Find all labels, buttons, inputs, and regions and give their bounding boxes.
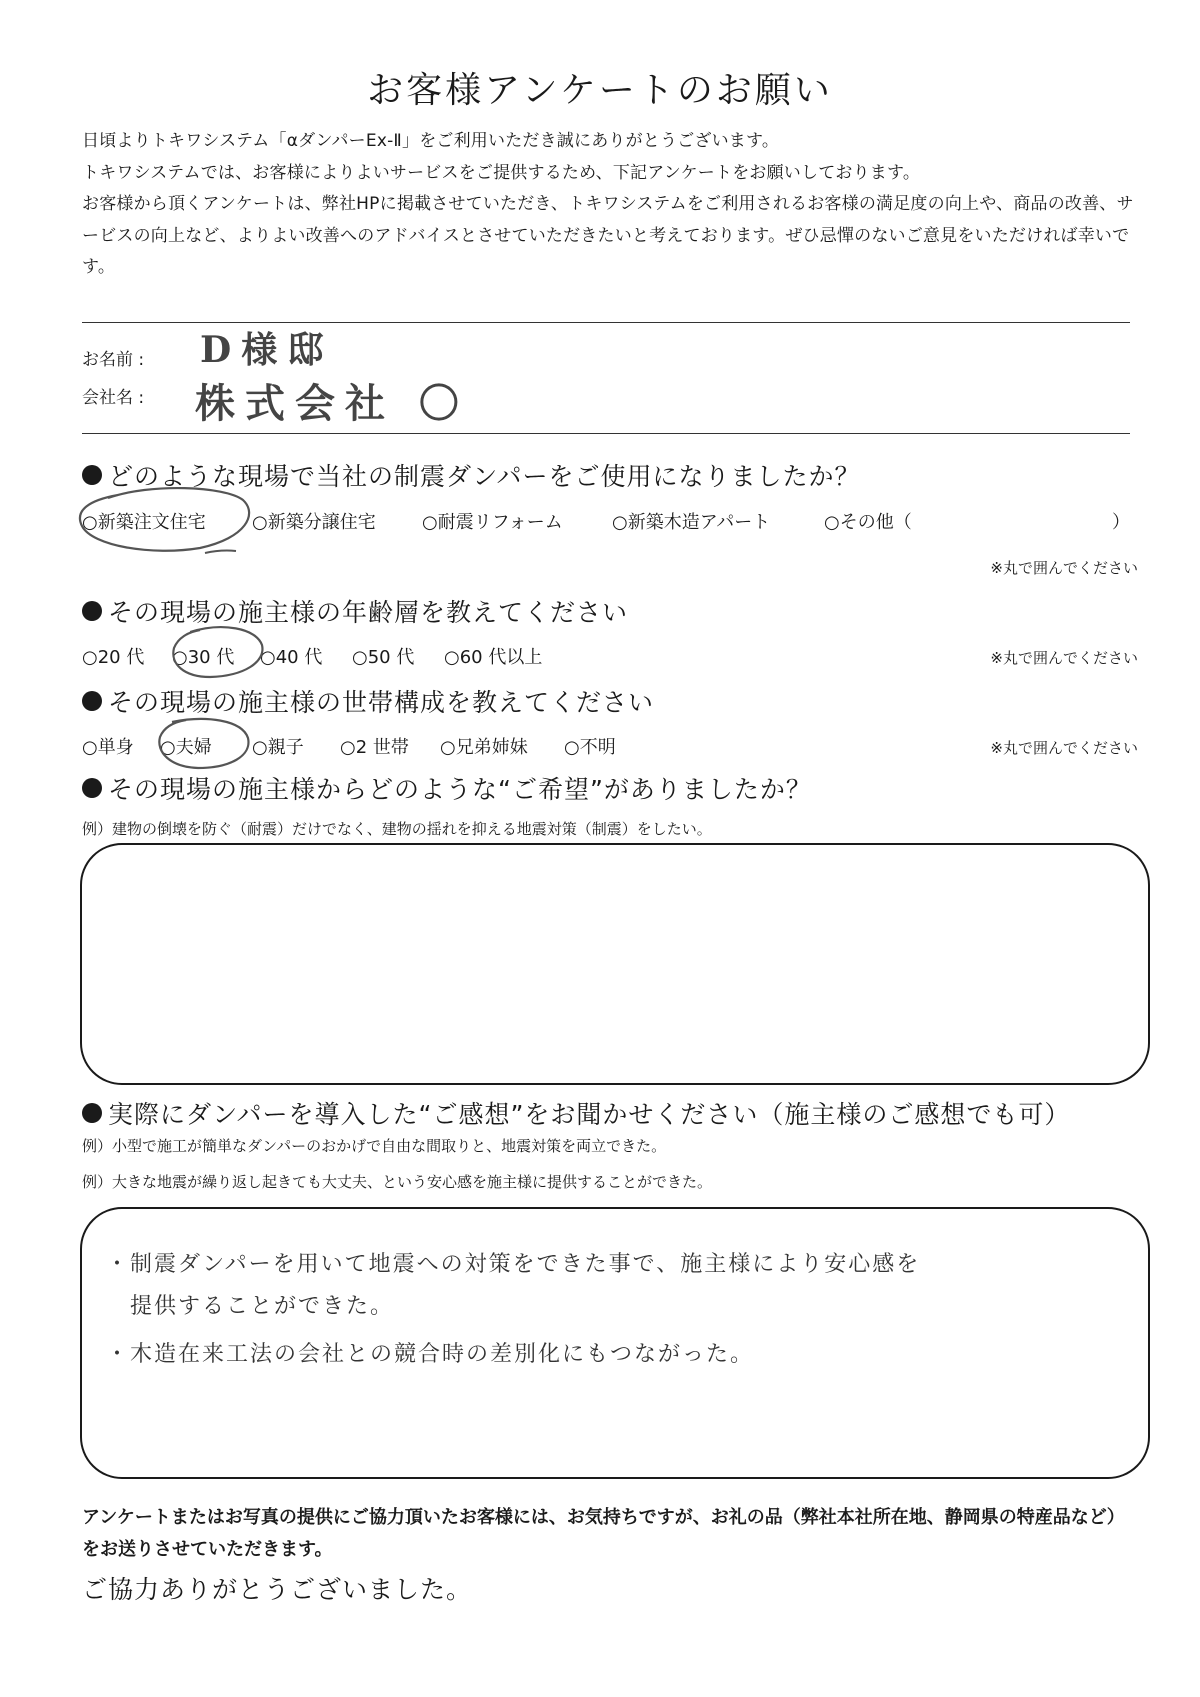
option-new-built-for-sale[interactable]: ○新築分譲住宅 — [252, 512, 376, 533]
question-2-options — [82, 643, 782, 673]
question-2-heading: その現場の施主様の年齢層を教えてください — [82, 593, 628, 629]
question-1-heading: どのような現場で当社の制震ダンパーをご使用になりましたか？ — [82, 457, 861, 493]
question-4-heading: その現場の施主様からどのような“ご希望”がありましたか？ — [82, 770, 812, 806]
impression-answer-box[interactable] — [80, 1207, 1150, 1479]
option-20s[interactable]: ○20 代 — [82, 647, 145, 668]
footer-text: アンケートまたはお写真の提供にご協力頂いたお客様には、お気持ちですが、お礼の品（弊社本社所在地、静岡県の特産品など）をお送りさせていただきます。 — [82, 1507, 1125, 1560]
instruction-note: ※丸で囲んでください — [990, 739, 1138, 757]
question-5-example: 例）小型で施工が簡単なダンパーのおかげで自由な間取りと、地震対策を両立できた。 — [82, 1137, 667, 1155]
intro-line: 日頃よりトキワシステム「αダンパーEx-Ⅱ」をご利用いただき誠にありがとうございます。 — [82, 131, 780, 151]
bullet-icon — [82, 778, 102, 798]
question-4-example: 例）建物の倒壊を防ぐ（耐震）だけでなく、建物の揺れを抑える地震対策（制震）をしたい。 — [82, 820, 712, 838]
company-value[interactable]: 株式会社 〇 — [195, 380, 469, 427]
instruction-note: ※丸で囲んでください — [990, 559, 1138, 577]
option-unknown[interactable]: ○不明 — [564, 737, 616, 758]
option-siblings[interactable]: ○兄弟姉妹 — [440, 737, 528, 758]
option-60s-plus[interactable]: ○60 代以上 — [444, 647, 543, 668]
bullet-icon — [82, 691, 102, 711]
thanks-text: ご協力ありがとうございました。 — [82, 1575, 473, 1604]
question-3-options — [82, 733, 782, 763]
option-other-close: ） — [1112, 512, 1130, 533]
impression-answer-line: ・木造在来工法の会社との競合時の差別化にもつながった。 — [106, 1342, 755, 1367]
hope-answer-box[interactable] — [80, 843, 1150, 1085]
option-two-generation[interactable]: ○2 世帯 — [340, 737, 409, 758]
option-single[interactable]: ○単身 — [82, 737, 134, 758]
intro-line: お客様から頂くアンケートは、弊社HPに掲載させていただき、トキワシステムをご利用されるお客様の満足度の向上や、商品の改善、サービスの向上など、よりよい改善へのアドバイスとさせていただきたいと考えております。ぜひ忌憚のないご意見をいただければ幸いです。 — [82, 194, 1134, 277]
selection-circle — [205, 551, 236, 553]
option-couple[interactable]: ○夫婦 — [160, 737, 212, 758]
intro-text — [82, 126, 1142, 284]
name-value[interactable]: D様邸 — [200, 329, 334, 371]
option-new-custom-home[interactable]: ○新築注文住宅 — [82, 512, 206, 533]
bullet-icon — [82, 601, 102, 621]
company-label: 会社名 : — [82, 388, 145, 408]
option-40s[interactable]: ○40 代 — [260, 647, 323, 668]
question-5-example: 例）大きな地震が繰り返し起きても大丈夫、という安心感を施主様に提供することができた。 — [82, 1173, 713, 1191]
intro-line: トキワシステムでは、お客様によりよいサービスをご提供するため、下記アンケートをお願いしております。 — [82, 162, 921, 183]
question-1-options — [82, 508, 1142, 538]
impression-answer-line: 提供することができた。 — [106, 1294, 395, 1319]
divider — [82, 433, 1130, 434]
instruction-note: ※丸で囲んでください — [990, 649, 1138, 667]
option-other[interactable]: ○その他（ — [824, 512, 912, 533]
option-parent-child[interactable]: ○親子 — [252, 737, 304, 758]
option-seismic-renovation[interactable]: ○耐震リフォーム — [422, 512, 563, 533]
option-30s[interactable]: ○30 代 — [172, 647, 235, 668]
bullet-icon — [82, 1103, 102, 1123]
page-title: お客様アンケートのお願い — [367, 70, 833, 111]
option-new-wooden-apartment[interactable]: ○新築木造アパート — [612, 512, 771, 533]
question-5-heading: 実際にダンパーを導入した“ご感想”をお聞かせください（施主様のご感想でも可） — [82, 1095, 1070, 1131]
option-50s[interactable]: ○50 代 — [352, 647, 415, 668]
name-label: お名前 : — [82, 350, 145, 370]
impression-answer-line: ・制震ダンパーを用いて地震への対策をできた事で、施主様により安心感を — [106, 1252, 921, 1277]
bullet-icon — [82, 465, 102, 485]
question-3-heading: その現場の施主様の世帯構成を教えてください — [82, 683, 654, 719]
